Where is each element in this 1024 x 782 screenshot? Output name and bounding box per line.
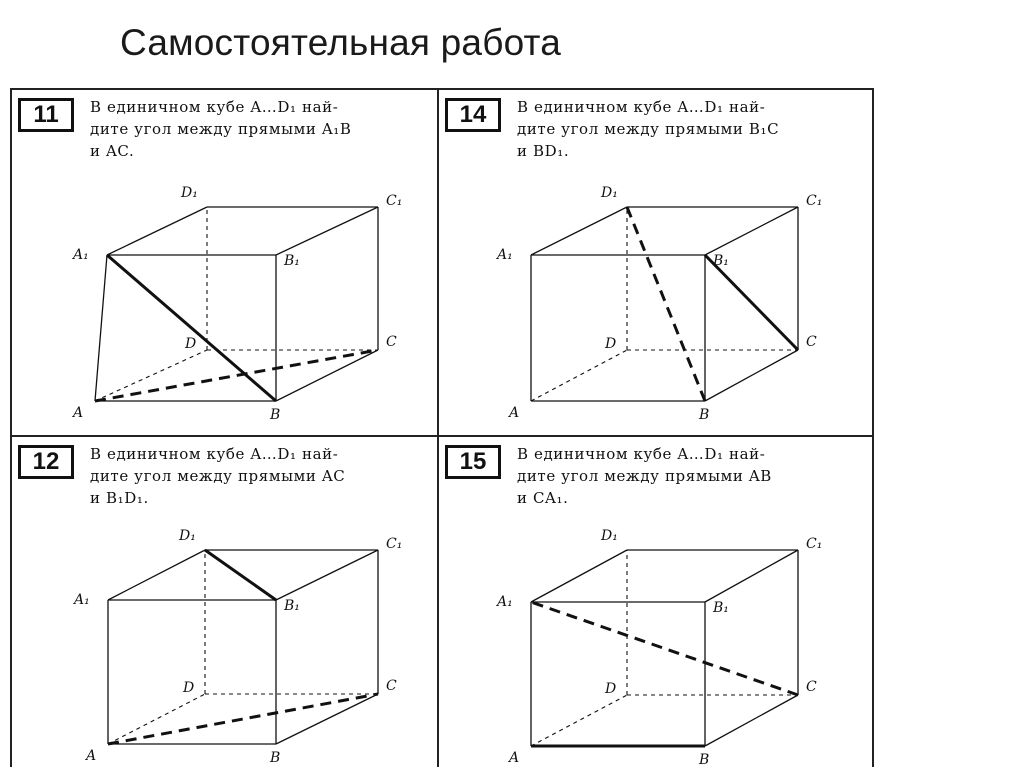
- problem-text-line: В единичном кубе A…D₁ най-: [90, 98, 339, 116]
- cube-edge: [705, 350, 798, 401]
- cube-edge: [276, 550, 378, 600]
- highlight-segment-a-c: [95, 350, 378, 401]
- cube-edge: [95, 255, 107, 401]
- vertex-label-d1: D₁: [601, 528, 618, 544]
- hidden-edge: [108, 694, 205, 744]
- vertex-label-a: A: [509, 405, 520, 421]
- problem-text-line: и B₁D₁.: [90, 489, 149, 507]
- hidden-edge: [95, 350, 207, 401]
- cube-edge: [705, 207, 798, 255]
- cube-diagram: [439, 90, 864, 435]
- vertex-label-c1: C₁: [806, 193, 823, 209]
- vertex-label-b1: B₁: [284, 253, 300, 269]
- cube-edge: [531, 207, 627, 255]
- vertex-label-d: D: [185, 336, 197, 352]
- vertex-label-d: D: [605, 336, 617, 352]
- cube-diagram: [12, 437, 437, 767]
- cube-edge: [107, 207, 207, 255]
- vertex-label-d1: D₁: [601, 185, 618, 201]
- vertex-label-a1: A₁: [497, 594, 513, 610]
- highlight-segment-b1-c: [705, 255, 798, 350]
- problem-panel-11: [12, 90, 437, 435]
- vertex-label-c1: C₁: [386, 536, 403, 552]
- cube-edge: [108, 550, 205, 600]
- vertex-label-d: D: [183, 680, 195, 696]
- vertex-label-d1: D₁: [179, 528, 196, 544]
- cube-diagram: [12, 90, 437, 435]
- vertex-label-a: A: [509, 750, 520, 766]
- cube-edge: [531, 550, 627, 602]
- vertex-label-b1: B₁: [713, 253, 729, 269]
- page-title: Самостоятельная работа: [120, 22, 562, 63]
- cube-edge: [705, 695, 798, 746]
- highlight-segment-a1-b: [107, 255, 276, 401]
- problem-number: 12: [18, 445, 74, 479]
- cube-edge: [705, 550, 798, 602]
- vertex-label-d1: D₁: [181, 185, 198, 201]
- vertex-label-c: C: [806, 334, 817, 350]
- vertex-label-c: C: [386, 334, 397, 350]
- vertex-label-c: C: [386, 678, 397, 694]
- vertex-label-a1: A₁: [74, 592, 90, 608]
- problem-text-line: дите угол между прямыми A₁B: [90, 120, 352, 138]
- problem-panel-12: [12, 437, 437, 782]
- vertex-label-a1: A₁: [497, 247, 513, 263]
- problem-text-line: и BD₁.: [517, 142, 570, 160]
- vertex-label-b1: B₁: [713, 600, 729, 616]
- highlight-segment-b-d1: [627, 207, 705, 401]
- problem-text-line: В единичном кубе A…D₁ най-: [517, 445, 766, 463]
- problem-text-line: В единичном кубе A…D₁ най-: [90, 445, 339, 463]
- vertex-label-a: A: [73, 405, 84, 421]
- cube-edge: [276, 694, 378, 744]
- vertex-label-b: B: [270, 407, 281, 423]
- problem-number: 15: [445, 445, 501, 479]
- highlight-segment-a-c: [108, 694, 378, 744]
- hidden-edge: [531, 350, 627, 401]
- vertex-label-a1: A₁: [73, 247, 89, 263]
- problem-text-line: дите угол между прямыми AC: [90, 467, 346, 485]
- cube-edge: [276, 207, 378, 255]
- vertex-label-b: B: [270, 750, 281, 766]
- cube-edge: [276, 350, 378, 401]
- vertex-label-c: C: [806, 679, 817, 695]
- highlight-segment-b1-d1: [205, 550, 276, 600]
- problem-number: 11: [18, 98, 74, 132]
- problem-panel-15: [439, 437, 864, 782]
- highlight-segment-c-a1: [531, 602, 798, 695]
- problem-number: 14: [445, 98, 501, 132]
- problem-text-line: дите угол между прямыми B₁C: [517, 120, 780, 138]
- problem-text-line: дите угол между прямыми AB: [517, 467, 772, 485]
- cube-diagram: [439, 437, 864, 767]
- problem-panel-14: [439, 90, 864, 435]
- vertex-label-b: B: [699, 407, 710, 423]
- vertex-label-c1: C₁: [386, 193, 403, 209]
- vertex-label-b: B: [699, 752, 710, 768]
- vertex-label-d: D: [605, 681, 617, 697]
- hidden-edge: [531, 695, 627, 746]
- vertex-label-c1: C₁: [806, 536, 823, 552]
- vertex-label-a: A: [86, 748, 97, 764]
- problem-text-line: и CA₁.: [517, 489, 569, 507]
- vertex-label-b1: B₁: [284, 598, 300, 614]
- problem-text-line: и AC.: [90, 142, 135, 160]
- problem-text-line: В единичном кубе A…D₁ най-: [517, 98, 766, 116]
